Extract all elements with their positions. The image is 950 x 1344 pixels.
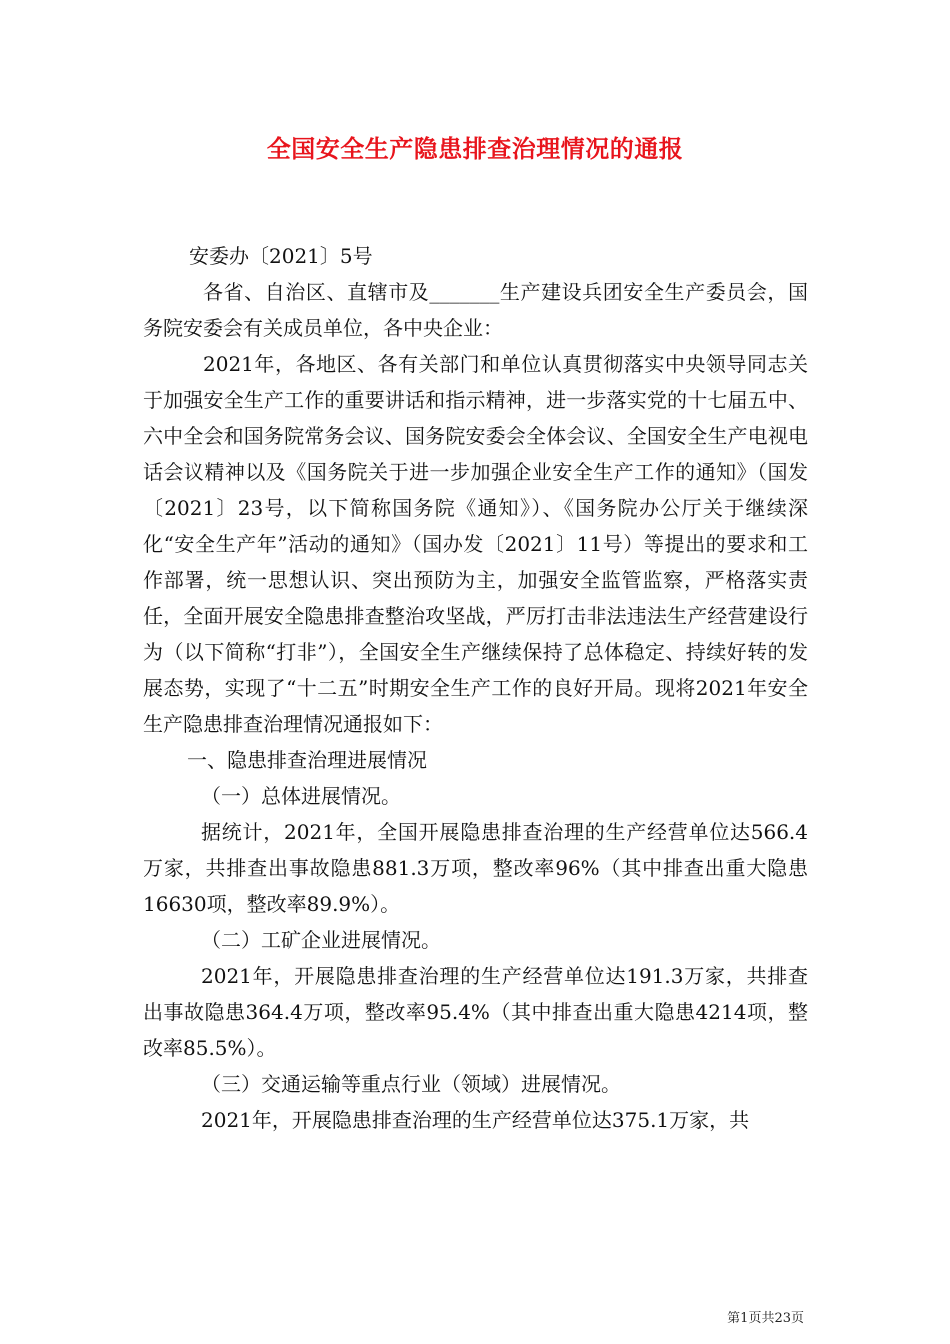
subsection-heading-3: （三）交通运输等重点行业（领域）进展情况。 xyxy=(201,1072,621,1096)
section-heading: 一、隐患排查治理进展情况 xyxy=(187,748,427,772)
document-body xyxy=(143,238,808,1138)
subsection-paragraph-2: 2021年，开展隐患排查治理的生产经营单位达191.3万家，共排查出事故隐患364.4万项，整改率95.4%（其中排查出重大隐患4214项，整改率85.5%）。 xyxy=(143,964,808,1060)
subsection-heading-2: （二）工矿企业进展情况。 xyxy=(201,928,441,952)
subsection-paragraph-3: 2021年，开展隐患排查治理的生产经营单位达375.1万家，共 xyxy=(201,1108,750,1132)
document-title: 全国安全生产隐患排查治理情况的通报 xyxy=(266,134,684,163)
doc-number: 安委办〔2021〕5号 xyxy=(189,244,373,268)
subsection-heading-1: （一）总体进展情况。 xyxy=(201,784,401,808)
intro-paragraph: 2021年，各地区、各有关部门和单位认真贯彻落实中央领导同志关于加强安全生产工作的重要讲话和指示精神，进一步落实党的十七届五中、六中全会和国务院常务会议、国务院安委会全体会议、全国安全生产电视电话会议精神以及《国务院关于进一步加强企业安全生产工作的通知》（国发〔2021〕23号，以下简称国务院《通知》）、《国务院办公厅关于继续深化“安全生产年”活动的通知》（国办发〔2021〕11号）等提出的要求和工作部署，统一思想认识、突出预防为主，加强安全监管监察，严格落实责任，全面开展安全隐患排查整治攻坚战，严厉打击非法违法生产经营建设行为（以下简称“打非”），全国安全生产继续保持了总体稳定、持续好转的发展态势，实现了“十二五”时期安全生产工作的良好开局。现将2021年安全生产隐患排查治理情况通报如下： xyxy=(143,352,808,736)
subsection-paragraph-1: 据统计，2021年，全国开展隐患排查治理的生产经营单位达566.4万家，共排查出事故隐患881.3万项，整改率96%（其中排查出重大隐患16630项，整改率89.9%）。 xyxy=(143,820,808,916)
page-number: 第1页共23页 xyxy=(727,1311,804,1326)
salutation-paragraph: 各省、自治区、直辖市及_______生产建设兵团安全生产委员会，国务院安委会有关成员单位，各中央企业： xyxy=(143,280,808,340)
